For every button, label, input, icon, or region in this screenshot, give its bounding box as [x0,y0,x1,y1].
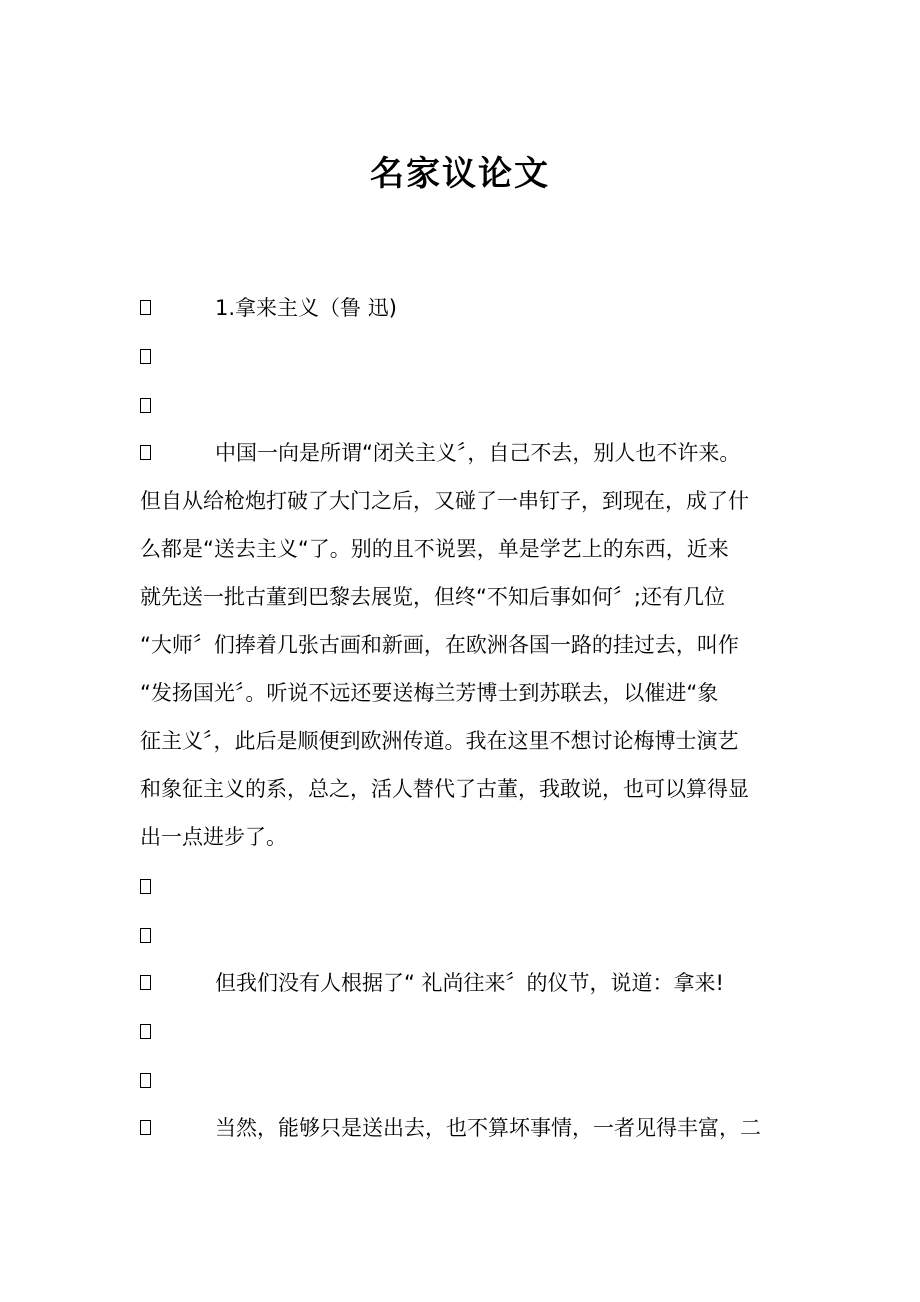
paragraph-2: 但我们没有人根据了“ 礼尚往来〞的仪节，说道：拿来! [215,971,724,995]
paragraph-3: 当然，能够只是送出去，也不算坏事情，一者见得丰富，二 [215,1116,761,1140]
paragraph-1-line: 出一点进步了。 [140,825,287,849]
paragraph-marker-icon [140,349,151,364]
paragraph-marker-icon [140,300,151,315]
paragraph-1-line: 但自从给枪炮打破了大门之后，又碰了一串钉子，到现在，成了什 [140,489,749,513]
paragraph-1-line: “大师〞们捧着几张古画和新画，在欧洲各国一路的挂过去，叫作 [140,633,739,657]
paragraph-1-line: 征主义〞，此后是顺便到欧洲传道。我在这里不想讨论梅博士演艺 [140,729,739,753]
paragraph-marker-icon [140,1024,151,1039]
paragraph-1-line: 和象征主义的系，总之，活人替代了古董，我敢说，也可以算得显 [140,777,749,801]
paragraph-marker-icon [140,928,151,943]
paragraph-marker-icon [140,975,151,990]
paragraph-marker-icon [140,1073,151,1088]
paragraph-1-line: 么都是“送去主义“了。别的且不说罢，单是学艺上的东西，近来 [140,537,729,561]
essay-heading: 1.拿来主义（鲁 迅) [215,296,397,320]
paragraph-marker-icon [140,398,151,413]
paragraph-1-line: “发扬国光〞。听说不远还要送梅兰芳博士到苏联去，以催进“象 [140,681,719,705]
paragraph-1-line: 就先送一批古董到巴黎去展览，但终“不知后事如何〞;还有几位 [140,585,725,609]
paragraph-marker-icon [140,879,151,894]
paragraph-1-first-line: 中国一向是所谓“闭关主义〞，自己不去，别人也不许来。 [215,441,741,465]
document-title: 名家议论文 [370,154,550,194]
paragraph-marker-icon [140,445,151,460]
paragraph-marker-icon [140,1120,151,1135]
